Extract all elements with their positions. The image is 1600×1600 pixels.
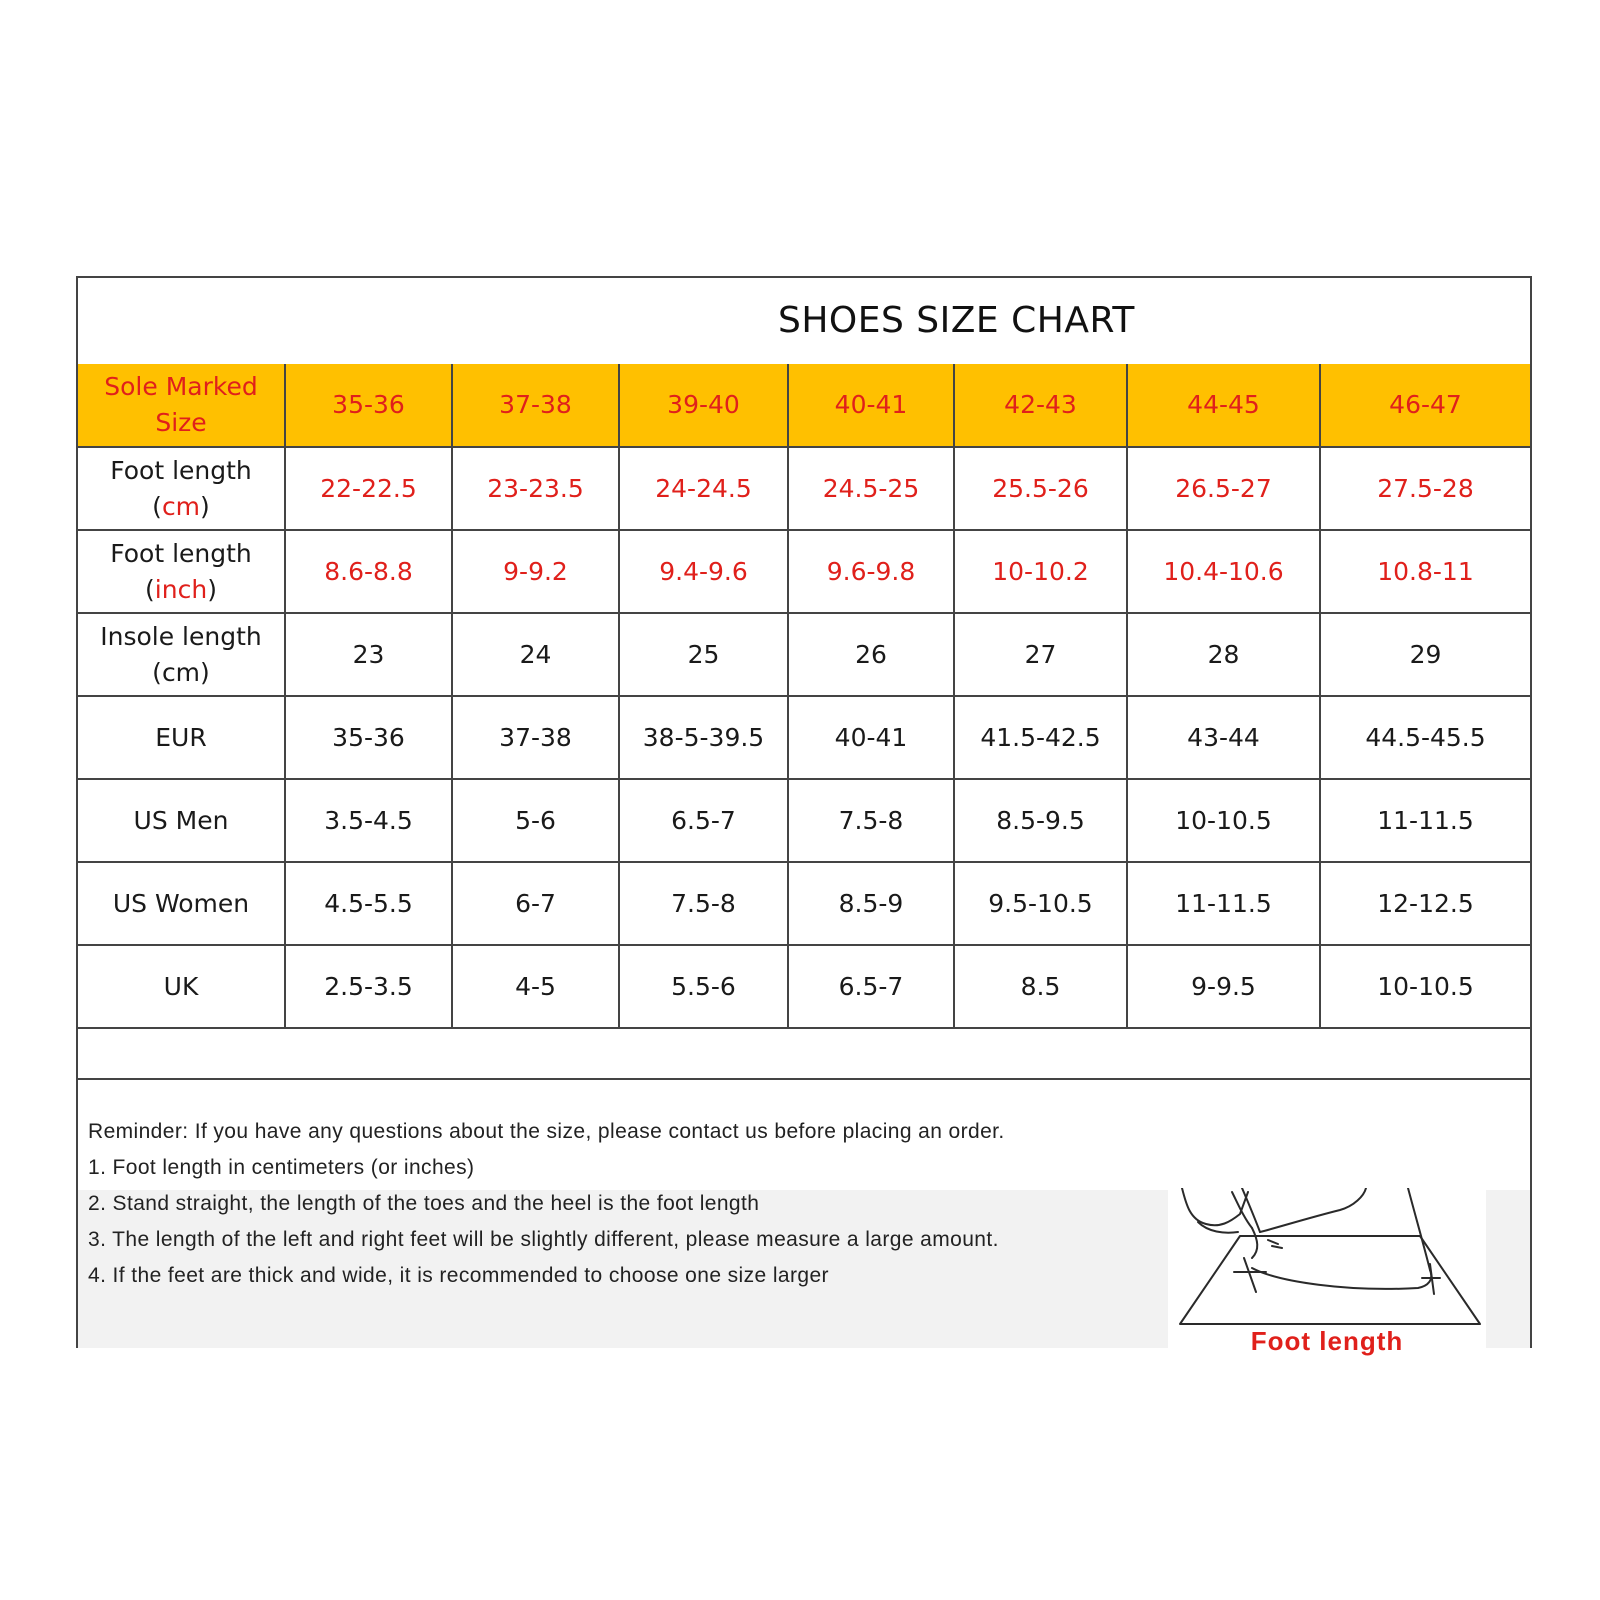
row-label xyxy=(78,862,285,945)
table-cell: 25 xyxy=(619,613,788,696)
table-row xyxy=(78,696,1530,779)
table-cell: 26.5-27 xyxy=(1127,447,1320,530)
table-cell: 9.6-9.8 xyxy=(788,530,954,613)
table-cell: 44.5-45.5 xyxy=(1320,696,1530,779)
table-cell: 6.5-7 xyxy=(788,945,954,1028)
table-cell: 38-5-39.5 xyxy=(619,696,788,779)
table-cell: 10.8-11 xyxy=(1320,530,1530,613)
row-label-text: Foot length xyxy=(110,455,252,485)
foot-length-caption: Foot length xyxy=(1250,1326,1404,1356)
table-row xyxy=(78,613,1530,696)
table-cell: 37-38 xyxy=(452,696,619,779)
row-label xyxy=(78,779,285,862)
row-label xyxy=(78,696,285,779)
table-cell: 7.5-8 xyxy=(619,862,788,945)
note-item-1: 1. Foot length in centimeters (or inches) xyxy=(88,1156,475,1179)
size-column-header: 42-43 xyxy=(954,364,1127,447)
table-cell: 8.5-9 xyxy=(788,862,954,945)
row-label: Foot length (inch) xyxy=(78,530,285,613)
row-unit: inch xyxy=(154,574,208,604)
table-cell: 9-9.2 xyxy=(452,530,619,613)
reminder-text: Reminder: If you have any questions about the size, please contact us before placing an order. xyxy=(88,1120,1005,1143)
note-item-3: 3. The length of the left and right feet will be slightly different, please measure a large amount. xyxy=(88,1228,999,1251)
table-cell: 5.5-6 xyxy=(619,945,788,1028)
table-cell: 4.5-5.5 xyxy=(285,862,452,945)
reminder-notes xyxy=(78,1078,1530,1356)
table-row xyxy=(78,945,1530,1028)
table-cell: 10-10.5 xyxy=(1127,779,1320,862)
table-cell: 25.5-26 xyxy=(954,447,1127,530)
table-cell: 12-12.5 xyxy=(1320,862,1530,945)
table-cell: 2.5-3.5 xyxy=(285,945,452,1028)
size-chart xyxy=(76,276,1532,1356)
size-table xyxy=(78,364,1530,1029)
table-cell: 23-23.5 xyxy=(452,447,619,530)
table-cell: 11-11.5 xyxy=(1320,779,1530,862)
table-cell: 10-10.5 xyxy=(1320,945,1530,1028)
table-cell: 4-5 xyxy=(452,945,619,1028)
table-cell: 8.5 xyxy=(954,945,1127,1028)
size-column-header: 40-41 xyxy=(788,364,954,447)
table-cell: 35-36 xyxy=(285,696,452,779)
table-cell: 9-9.5 xyxy=(1127,945,1320,1028)
title-row xyxy=(78,278,1530,366)
row-unit: cm xyxy=(161,657,201,687)
size-column-header: 46-47 xyxy=(1320,364,1530,447)
table-cell: 24 xyxy=(452,613,619,696)
row-label: Insole length (cm) xyxy=(78,613,285,696)
table-cell: 41.5-42.5 xyxy=(954,696,1127,779)
table-cell: 10.4-10.6 xyxy=(1127,530,1320,613)
table-row xyxy=(78,530,1530,613)
table-cell: 43-44 xyxy=(1127,696,1320,779)
header-row xyxy=(78,364,1530,447)
chart-title: SHOES SIZE CHART xyxy=(778,300,1135,341)
table-cell: 22-22.5 xyxy=(285,447,452,530)
table-cell: 27 xyxy=(954,613,1127,696)
table-cell: 26 xyxy=(788,613,954,696)
table-cell: 10-10.2 xyxy=(954,530,1127,613)
note-item-2: 2. Stand straight, the length of the toes and the heel is the foot length xyxy=(88,1192,760,1215)
table-cell: 9.4-9.6 xyxy=(619,530,788,613)
row-label-text: UK xyxy=(163,971,199,1001)
header-label-line2: Size xyxy=(155,408,207,437)
table-cell: 24.5-25 xyxy=(788,447,954,530)
size-column-header: 39-40 xyxy=(619,364,788,447)
table-cell: 11-11.5 xyxy=(1127,862,1320,945)
size-column-header: 37-38 xyxy=(452,364,619,447)
table-cell: 6.5-7 xyxy=(619,779,788,862)
table-cell: 6-7 xyxy=(452,862,619,945)
row-label-text: Insole length xyxy=(100,621,262,651)
table-cell: 29 xyxy=(1320,613,1530,696)
table-cell: 8.5-9.5 xyxy=(954,779,1127,862)
sole-size-header-label xyxy=(78,364,285,447)
table-cell: 7.5-8 xyxy=(788,779,954,862)
table-cell: 28 xyxy=(1127,613,1320,696)
row-label-text: US Men xyxy=(133,805,229,835)
table-cell: 3.5-4.5 xyxy=(285,779,452,862)
table-row xyxy=(78,862,1530,945)
foot-measure-illustration xyxy=(1168,1188,1486,1360)
table-row xyxy=(78,779,1530,862)
table-cell: 5-6 xyxy=(452,779,619,862)
foot-drawing-icon xyxy=(1168,1188,1486,1328)
row-label-text: Foot length xyxy=(110,538,252,568)
note-item-4: 4. If the feet are thick and wide, it is recommended to choose one size larger xyxy=(88,1264,829,1287)
row-label xyxy=(78,945,285,1028)
row-label-text: US Women xyxy=(112,888,250,918)
table-cell: 24-24.5 xyxy=(619,447,788,530)
table-cell: 40-41 xyxy=(788,696,954,779)
row-label: Foot length (cm) xyxy=(78,447,285,530)
table-cell: 8.6-8.8 xyxy=(285,530,452,613)
row-label-text: EUR xyxy=(155,722,207,752)
size-column-header: 44-45 xyxy=(1127,364,1320,447)
table-cell: 9.5-10.5 xyxy=(954,862,1127,945)
table-row xyxy=(78,447,1530,530)
header-label-line1: Sole Marked xyxy=(104,372,258,401)
size-column-header: 35-36 xyxy=(285,364,452,447)
row-unit: cm xyxy=(161,491,201,521)
table-cell: 27.5-28 xyxy=(1320,447,1530,530)
table-cell: 23 xyxy=(285,613,452,696)
